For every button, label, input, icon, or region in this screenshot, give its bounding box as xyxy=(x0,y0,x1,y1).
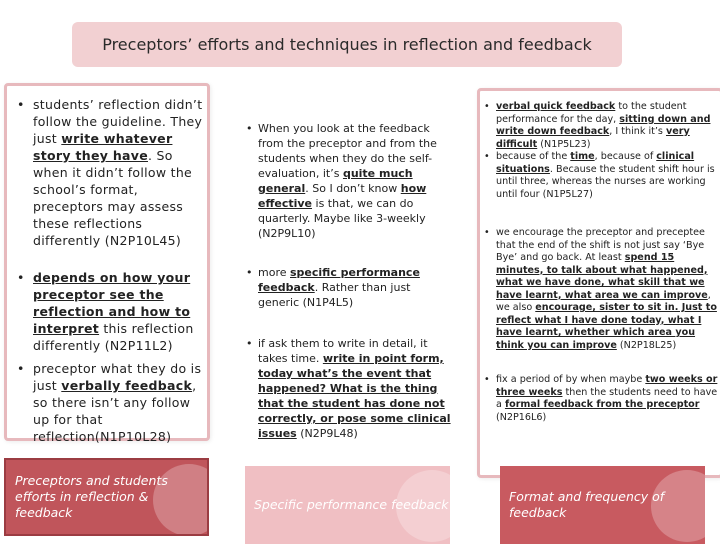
emphasis-text: formal feedback from the preceptor xyxy=(504,399,700,410)
item-text: (N1P5L23) xyxy=(537,138,591,150)
list-item xyxy=(480,101,720,151)
emphasis-text: sitting down and write down feedback xyxy=(496,113,711,137)
emphasis-text: two weeks or three weeks xyxy=(496,374,718,398)
bullet-icon: • xyxy=(246,122,253,135)
item-text: more xyxy=(258,266,290,279)
item-text: When you look at the feedback from the preceptor and from the students when they do the self-evaluation, it’s xyxy=(258,122,437,180)
list-item xyxy=(480,227,720,352)
item-text: , so there isn’t any follow up for that reflection(N1P10L28) xyxy=(33,378,197,444)
emphasis-text: clinical situations xyxy=(496,151,695,175)
bullet-icon: • xyxy=(484,374,490,385)
bullet-icon: • xyxy=(246,266,253,279)
bullet-icon: • xyxy=(17,97,25,112)
emphasis-text: depends on how your preceptor see the reflection and how to interpret xyxy=(33,270,191,336)
bullet-icon: • xyxy=(484,151,490,162)
item-text: this reflection differently (N2P11L2) xyxy=(33,321,194,353)
item-text: students’ reflection didn’t follow the guideline. They just xyxy=(33,97,203,146)
item-text: if ask them to write in detail, it takes time. xyxy=(258,337,428,365)
item-text: preceptor what they do is just xyxy=(33,361,202,393)
emphasis-text: write whatever story they have xyxy=(33,131,173,163)
item-text: is that, we can do quarterly. Maybe like 3-weekly (N2P9L10) xyxy=(258,197,426,240)
emphasis-text: how effective xyxy=(258,182,427,210)
list-item xyxy=(238,336,453,441)
specific-feedback-list xyxy=(238,83,453,441)
item-text: , because of xyxy=(594,151,657,162)
emphasis-text: quite much general xyxy=(258,167,413,195)
list-item xyxy=(7,269,207,354)
list-item xyxy=(480,374,720,424)
bullet-icon: • xyxy=(484,101,490,112)
footer-efforts-label: Preceptors and students efforts in reflection & feedback xyxy=(15,473,168,520)
item-text: (N2P16L6) xyxy=(496,411,547,423)
item-text: fix a period of by when maybe xyxy=(496,374,646,385)
list-item xyxy=(7,96,207,249)
bullet-icon: • xyxy=(484,227,490,238)
item-text: (N2P9L48) xyxy=(296,427,358,440)
item-text: . So when it didn’t follow the school’s format, preceptors may assess these reflections differently (N2P10L45) xyxy=(33,148,193,248)
title-text: Preceptors’ efforts and techniques in reflection and feedback xyxy=(102,35,592,54)
panel-reflection xyxy=(4,83,210,444)
format-frequency-list xyxy=(480,91,720,424)
reflection-list xyxy=(7,86,207,445)
item-text: . So I don’t know xyxy=(305,182,401,195)
footer-efforts xyxy=(4,458,209,536)
list-item xyxy=(7,360,207,445)
item-text: to the student performance for the day, xyxy=(496,101,687,125)
item-text: then the students need to have a xyxy=(496,386,718,410)
item-text: , I think it’s xyxy=(609,126,666,137)
footer-specific xyxy=(245,466,450,544)
list-item xyxy=(480,151,720,201)
emphasis-text: time xyxy=(570,151,595,162)
emphasis-text: verbal quick feedback xyxy=(496,101,616,112)
bullet-icon: • xyxy=(246,337,253,350)
footer-format xyxy=(500,466,705,544)
item-text: we encourage the preceptor and preceptee that the end of the shift is not just say ‘Bye Bye’ and go back. At least xyxy=(496,227,705,263)
emphasis-text: spend 15 minutes, to talk about what happened, what we have done, what skill that we have learnt, what area we can improve xyxy=(496,252,708,301)
footer-specific-label: Specific performance feedback xyxy=(254,497,449,512)
emphasis-text: write in point form, today what’s the event that happened? What is the thing that the student has done not correctly, or pose some clinical issues xyxy=(258,352,451,440)
list-item xyxy=(238,265,453,310)
emphasis-text: very difficult xyxy=(496,126,690,150)
emphasis-text: encourage, sister to sit in. Just to reflect what I have done today, what I have learnt, whether which area you think you can improve xyxy=(496,302,717,351)
panel-format-frequency xyxy=(477,88,720,478)
item-text: (N2P18L25) xyxy=(616,339,677,351)
page-title xyxy=(72,22,622,67)
item-text: . Because the student shift hour is until three, whereas the nurses are working until four (N1P5L27) xyxy=(496,163,715,200)
bullet-icon: • xyxy=(17,361,25,376)
item-text: . Rather than just generic (N1P4L5) xyxy=(258,281,411,309)
bullet-icon: • xyxy=(17,270,25,285)
panel-specific-feedback xyxy=(238,83,453,455)
list-item xyxy=(238,121,453,241)
emphasis-text: verbally feedback xyxy=(61,378,193,393)
item-text: , we also xyxy=(496,289,711,313)
emphasis-text: specific performance feedback xyxy=(258,266,420,294)
item-text: because of the xyxy=(496,151,571,162)
footer-format-label: Format and frequency of feedback xyxy=(509,489,665,520)
